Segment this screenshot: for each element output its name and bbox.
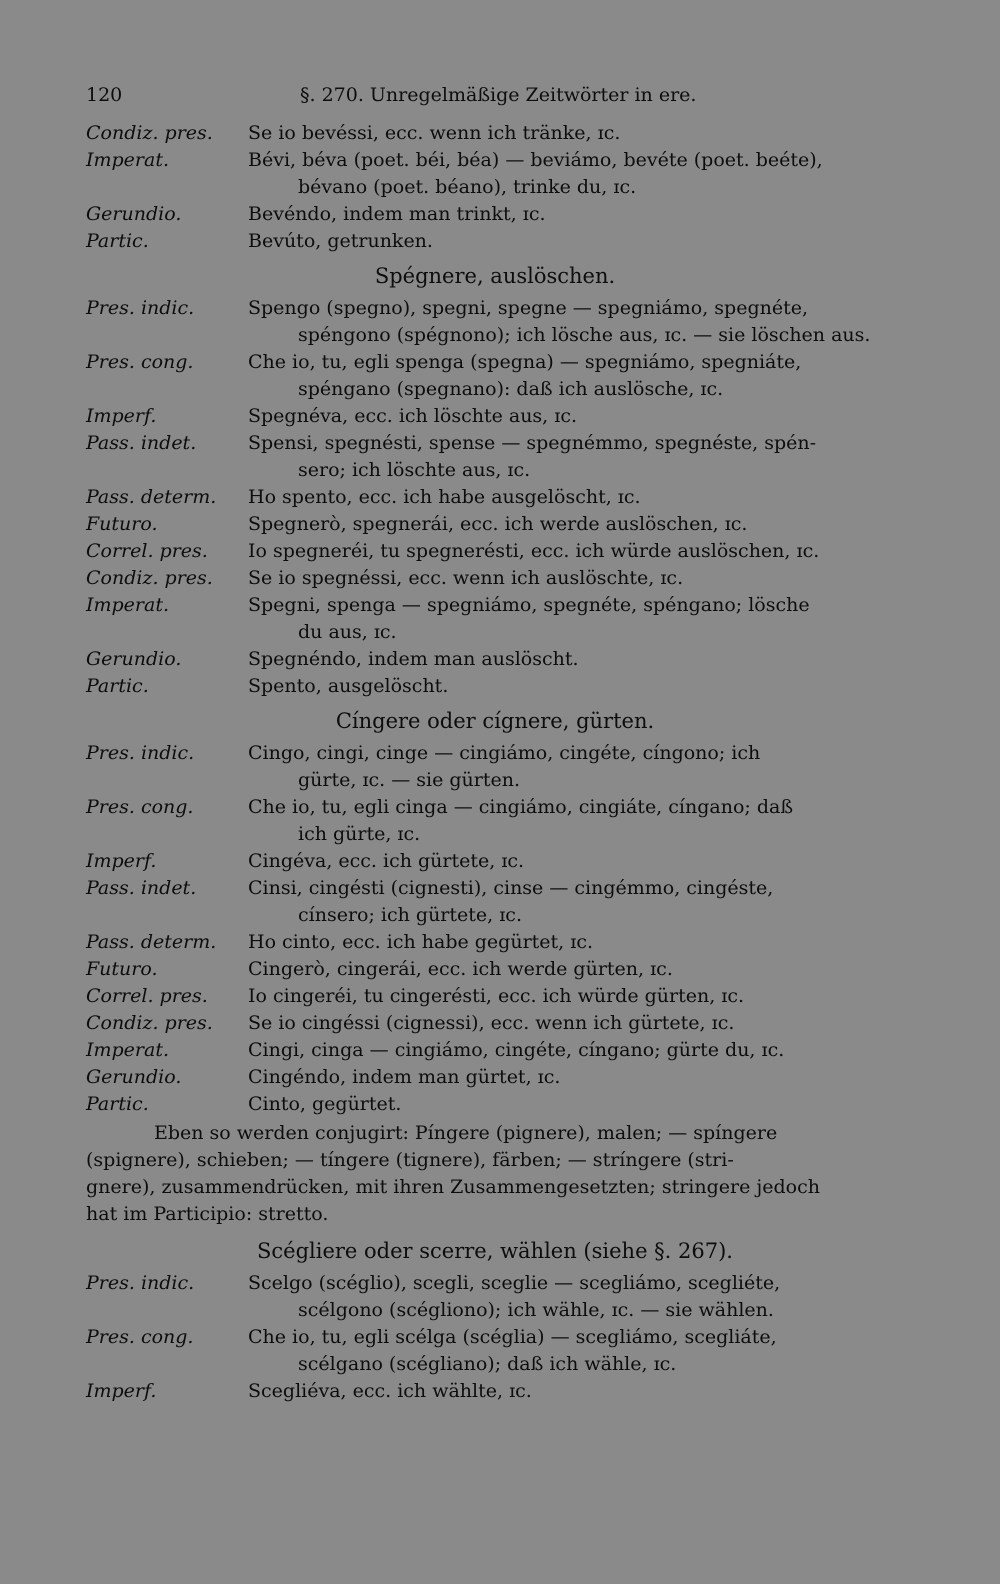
tense-label: Pres. cong. [86,796,194,818]
conjugation-row [86,322,904,349]
tense-label: Imperat. [86,149,170,171]
tense-label: Condiz. pres. [86,1012,213,1034]
conjugation-text: Cingo, cingi, cinge — cingiámo, cingéte, cíngono; ich [248,742,761,764]
conjugation-text: Spegnéndo, indem man auslöscht. [248,648,579,670]
tense-label: Pres. indic. [86,1272,195,1294]
conjugation-row [86,538,904,565]
conjugation-text: Spegni, spenga — spegniámo, spegnéte, spéngano; lösche [248,594,810,616]
conjugation-text: Bévi, béva (poet. béi, béa) — beviámo, bevéte (poet. beéte), [248,149,823,171]
conjugation-text: Che io, tu, egli cinga — cingiámo, cingiáte, cíngano; daß [248,796,794,818]
conjugation-row [86,174,904,201]
conjugation-text: du aus, ɪc. [298,621,397,643]
conjugation-block-cingere [86,740,904,1118]
conjugation-row [86,983,904,1010]
tense-label: Pass. indet. [86,877,197,899]
conjugation-row [86,1378,904,1405]
conjugation-row [86,1297,904,1324]
conjugation-text: Cingéndo, indem man gürtet, ɪc. [248,1066,561,1088]
conjugation-block-spegnere [86,295,904,700]
conjugation-text: Cingerò, cingerái, ecc. ich werde gürten, ɪc. [248,958,673,980]
conjugation-row [86,295,904,322]
conjugation-text: Cinto, gegürtet. [248,1093,402,1115]
page-content [86,120,904,1405]
conjugation-text: spéngano (spegnano): daß ich auslösche, ɪc. [298,378,724,400]
conjugation-row [86,1091,904,1118]
conjugation-text: Cingéva, ecc. ich gürtete, ɪc. [248,850,525,872]
paragraph-line: gnere), zusammendrücken, mit ihren Zusammengesetzten; stringere jedoch [86,1176,820,1198]
tense-label: Pass. indet. [86,432,197,454]
conjugation-text: Scegliéva, ecc. ich wählte, ɪc. [248,1380,532,1402]
conjugation-row [86,794,904,821]
conjugation-row [86,902,904,929]
tense-label: Imperf. [86,405,157,427]
conjugation-text: Bevúto, getrunken. [248,230,433,252]
tense-label [86,902,248,929]
conjugation-text: sero; ich löschte aus, ɪc. [298,459,531,481]
tense-label [86,322,248,349]
conjugation-text: Se io cingéssi (cignessi), ecc. wenn ich gürtete, ɪc. [248,1012,735,1034]
conjugation-text: Spegnerò, spegnerái, ecc. ich werde auslöschen, ɪc. [248,513,748,535]
conjugation-text: Ho spento, ecc. ich habe ausgelöscht, ɪc. [248,486,641,508]
tense-label: Correl. pres. [86,540,208,562]
tense-label [86,619,248,646]
conjugation-text: Bevéndo, indem man trinkt, ɪc. [248,203,546,225]
conjugation-row [86,1351,904,1378]
conjugation-row [86,201,904,228]
tense-label [86,376,248,403]
conjugation-text: Spento, ausgelöscht. [248,675,449,697]
conjugation-row [86,228,904,255]
tense-label: Condiz. pres. [86,567,213,589]
conjugation-text: Scelgo (scéglio), scegli, sceglie — scegliámo, scegliéte, [248,1272,781,1294]
conjugation-row [86,875,904,902]
conjugation-text: Io cingeréi, tu cingerésti, ecc. ich würde gürten, ɪc. [248,985,745,1007]
conjugation-text: bévano (poet. béano), trinke du, ɪc. [298,176,637,198]
conjugation-row [86,120,904,147]
conjugation-text: Cingi, cinga — cingiámo, cingéte, cíngano; gürte du, ɪc. [248,1039,785,1061]
conjugation-text: Cinsi, cingésti (cignesti), cinse — cingémmo, cingéste, [248,877,774,899]
conjugation-text: Io spegneréi, tu spegnerésti, ecc. ich würde auslöschen, ɪc. [248,540,820,562]
conjugation-text: cínsero; ich gürtete, ɪc. [298,904,522,926]
conjugation-row [86,673,904,700]
paragraph-line: hat im Participio: stretto. [86,1203,329,1225]
tense-label: Futuro. [86,513,158,535]
tense-label [86,767,248,794]
tense-label [86,1297,248,1324]
conjugation-row [86,740,904,767]
paragraph-line: (spignere), schieben; — tíngere (tignere), färben; — stríngere (stri- [86,1149,734,1171]
conjugation-row [86,1037,904,1064]
tense-label [86,821,248,848]
section-heading-cingere: Cíngere oder cígnere, gürten. [335,709,655,733]
conjugation-row [86,484,904,511]
tense-label: Imperf. [86,850,157,872]
note-paragraph [86,1120,904,1228]
conjugation-row [86,511,904,538]
tense-label: Partic. [86,1093,149,1115]
page-number: 120 [86,84,123,106]
tense-label: Correl. pres. [86,985,208,1007]
conjugation-row [86,848,904,875]
conjugation-row [86,1010,904,1037]
running-title: §. 270. Unregelmäßige Zeitwörter in ere. [300,84,697,106]
tense-label [86,1351,248,1378]
tense-label [86,174,248,201]
conjugation-row [86,767,904,794]
conjugation-text: scélgono (scégliono); ich wähle, ɪc. — sie wählen. [298,1299,774,1321]
tense-label: Gerundio. [86,1066,182,1088]
conjugation-block-bere [86,120,904,255]
tense-label [86,457,248,484]
conjugation-text: Se io bevéssi, ecc. wenn ich tränke, ɪc. [248,122,621,144]
conjugation-text: Spegnéva, ecc. ich löschte aus, ɪc. [248,405,578,427]
conjugation-text: scélgano (scégliano); daß ich wähle, ɪc. [298,1353,677,1375]
section-heading-spegnere: Spégnere, auslöschen. [374,264,616,288]
conjugation-text: Se io spegnéssi, ecc. wenn ich auslöschte, ɪc. [248,567,684,589]
tense-label: Pass. determ. [86,486,217,508]
tense-label: Pres. cong. [86,1326,194,1348]
conjugation-text: Spengo (spegno), spegni, spegne — spegniámo, spegnéte, [248,297,809,319]
conjugation-row [86,403,904,430]
conjugation-block-scegliere [86,1270,904,1405]
conjugation-row [86,956,904,983]
tense-label: Gerundio. [86,648,182,670]
conjugation-row [86,376,904,403]
conjugation-row [86,592,904,619]
conjugation-text: Ho cinto, ecc. ich habe gegürtet, ɪc. [248,931,594,953]
conjugation-row [86,457,904,484]
conjugation-row [86,349,904,376]
tense-label: Gerundio. [86,203,182,225]
section-heading-scegliere: Scégliere oder scerre, wählen (siehe §. 267). [257,1239,733,1263]
conjugation-text: gürte, ɪc. — sie gürten. [298,769,521,791]
conjugation-row [86,1324,904,1351]
conjugation-row [86,619,904,646]
tense-label: Pres. indic. [86,742,195,764]
page-header [0,84,1000,114]
tense-label: Partic. [86,230,149,252]
tense-label: Partic. [86,675,149,697]
tense-label: Futuro. [86,958,158,980]
paragraph-line: Eben so werden conjugirt: Píngere (pignere), malen; — spíngere [154,1122,778,1144]
tense-label: Pres. indic. [86,297,195,319]
conjugation-row [86,1064,904,1091]
conjugation-row [86,147,904,174]
tense-label: Pres. cong. [86,351,194,373]
conjugation-row [86,430,904,457]
conjugation-row [86,565,904,592]
conjugation-text: Che io, tu, egli scélga (scéglia) — scegliámo, scegliáte, [248,1326,777,1348]
tense-label: Pass. determ. [86,931,217,953]
conjugation-text: Che io, tu, egli spenga (spegna) — spegniámo, spegniáte, [248,351,802,373]
conjugation-row [86,929,904,956]
tense-label: Imperf. [86,1380,157,1402]
tense-label: Imperat. [86,1039,170,1061]
conjugation-text: ich gürte, ɪc. [298,823,421,845]
conjugation-row [86,1270,904,1297]
conjugation-row [86,821,904,848]
conjugation-text: spéngono (spégnono); ich lösche aus, ɪc. — sie löschen aus. [298,324,871,346]
conjugation-text: Spensi, spegnésti, spense — spegnémmo, spegnéste, spén- [248,432,817,454]
tense-label: Condiz. pres. [86,122,213,144]
tense-label: Imperat. [86,594,170,616]
conjugation-row [86,646,904,673]
